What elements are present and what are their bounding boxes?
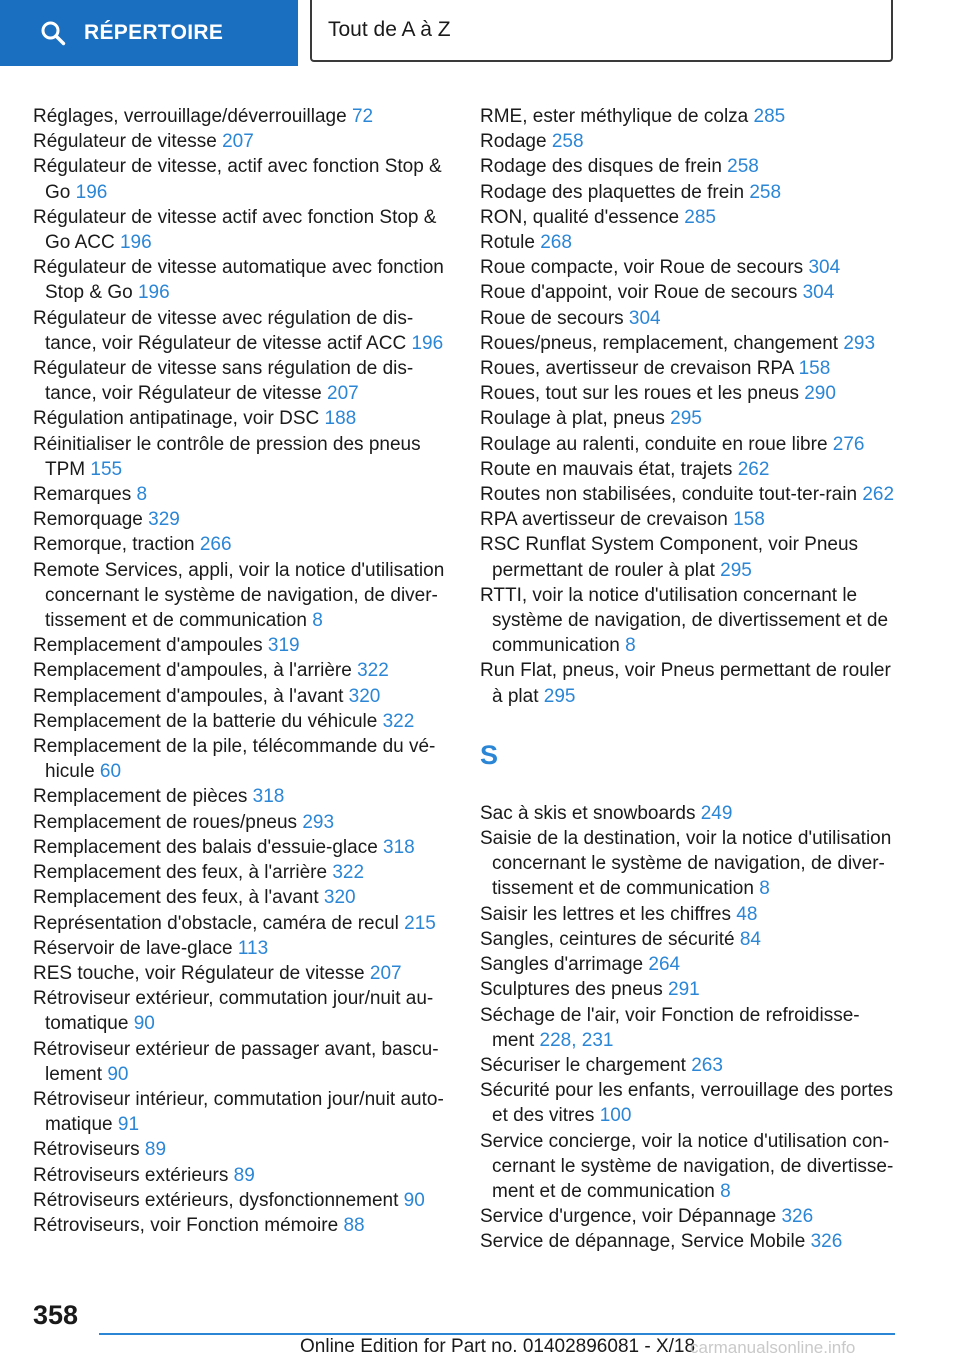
entry-text: Remplacement d'ampoules, à l'arrière xyxy=(33,660,358,682)
entry-text: Service de dépannage, Service Mobile xyxy=(480,1231,811,1253)
entry-text: Roue de secours xyxy=(480,307,629,329)
entry-text: Sécuriser le chargement xyxy=(480,1054,692,1076)
entry-text: Sangles, ceintures de sécurité xyxy=(480,928,740,950)
page-reference-link[interactable]: 318 xyxy=(383,836,415,858)
entry-text: Rétroviseurs xyxy=(33,1139,145,1161)
page-reference-link[interactable]: 90 xyxy=(403,1189,425,1211)
top-navigation xyxy=(0,0,960,66)
index-entry xyxy=(480,381,900,406)
page-reference-link[interactable]: 8 xyxy=(625,635,636,657)
index-entry xyxy=(480,1129,900,1205)
entry-text: Rétroviseurs extérieurs, dysfonctionnement xyxy=(33,1189,404,1211)
page-reference-link[interactable]: 293 xyxy=(843,332,876,354)
entry-text: Régulateur de vitesse automatique avec fonction Stop & Go xyxy=(33,257,444,304)
index-entry xyxy=(33,1137,453,1162)
page-reference-link[interactable]: 158 xyxy=(798,358,831,380)
index-entry xyxy=(480,331,900,356)
entry-text: RPA avertisseur de crevaison xyxy=(480,509,734,531)
index-entry xyxy=(33,1188,453,1213)
index-entry xyxy=(33,406,453,431)
page-reference-link[interactable]: 320 xyxy=(323,887,356,909)
entry-text: Réglages, verrouillage/déverrouillage xyxy=(33,106,352,127)
index-entry xyxy=(33,835,453,860)
page-reference-link[interactable]: 285 xyxy=(684,206,716,228)
page-reference-link[interactable]: 155 xyxy=(90,458,123,480)
entry-text: Régulateur de vitesse xyxy=(33,131,223,153)
page-reference-link[interactable]: 290 xyxy=(804,383,836,405)
watermark-text: carmanualsonline.info xyxy=(690,1338,856,1357)
index-entry xyxy=(33,1037,453,1087)
index-entry xyxy=(480,1078,900,1128)
entry-text: Régulateur de vitesse avec régulation de dis-tance, voir Régulateur de vitesse actif ACC xyxy=(33,307,414,354)
entry-text: RME, ester méthylique de colza xyxy=(480,106,754,127)
index-entry xyxy=(33,507,453,532)
entry-text: Service d'urgence, voir Dépannage xyxy=(480,1206,782,1228)
index-entry xyxy=(480,154,900,179)
page-reference-link[interactable]: 89 xyxy=(144,1139,167,1161)
page-reference-link[interactable]: 322 xyxy=(357,660,389,682)
entry-text: Roue compacte, voir Roue de secours xyxy=(480,257,809,279)
entry-text: Rétroviseur extérieur, commutation jour/nuit au-tomatique xyxy=(33,988,434,1035)
entry-text: Régulateur de vitesse sans régulation de dis-tance, voir Régulateur de vitesse xyxy=(33,358,414,405)
edition-text: Online Edition for Part no. 01402896081 - X/18 xyxy=(300,1336,696,1357)
index-entry xyxy=(480,902,900,927)
index-entry xyxy=(33,205,453,255)
index-section-s xyxy=(480,801,900,1255)
index-entry xyxy=(480,255,900,280)
page-reference-link[interactable]: 285 xyxy=(753,106,786,127)
page-reference-link[interactable]: 304 xyxy=(808,257,841,279)
page-reference-link[interactable]: 304 xyxy=(802,282,835,304)
index-entry xyxy=(33,558,453,634)
index-entry xyxy=(480,952,900,977)
entry-text: Rétroviseur extérieur de passager avant, bascu-lement xyxy=(33,1038,439,1085)
page-reference-link[interactable]: 188 xyxy=(324,408,357,430)
page-reference-link[interactable]: 293 xyxy=(302,811,335,833)
entry-text: Roulage au ralenti, conduite en roue libre xyxy=(480,433,833,455)
entry-text: Remplacement de pièces xyxy=(33,786,253,808)
entry-text: Roues, avertisseur de crevaison RPA xyxy=(480,358,799,380)
entry-text: Saisie de la destination, voir la notice d'utilisation concernant le système de navigation, de diver-tissement et de communication xyxy=(480,828,892,900)
entry-text: Régulation antipatinage, voir DSC xyxy=(33,408,325,430)
entry-text: RES touche, voir Régulateur de vitesse xyxy=(33,962,370,984)
entry-text: Remplacement des feux, à l'avant xyxy=(33,887,324,909)
index-entry xyxy=(33,532,453,557)
entry-text: Réservoir de lave-glace xyxy=(33,937,238,959)
a-to-z-label: Tout de A à Z xyxy=(328,18,451,41)
index-entry xyxy=(480,230,900,255)
entry-text: Sculptures des pneus xyxy=(480,979,669,1001)
index-entry xyxy=(480,801,900,826)
entry-text: Rotule xyxy=(480,232,541,254)
entry-text: RTTI, voir la notice d'utilisation concernant le système de navigation, de divertissement et de communication xyxy=(480,584,889,657)
index-entry xyxy=(33,885,453,910)
page-reference-link[interactable]: 249 xyxy=(700,802,733,824)
page-reference-link[interactable]: 8 xyxy=(136,484,148,506)
entry-text: Réinitialiser le contrôle de pression des pneus TPM xyxy=(33,433,421,480)
entry-text: Remplacement des balais d'essuie-glace xyxy=(33,836,384,858)
index-entry xyxy=(33,154,453,204)
page-reference-link[interactable]: 329 xyxy=(148,509,180,531)
entry-text: Représentation d'obstacle, caméra de recul xyxy=(33,912,405,934)
index-column-left xyxy=(33,104,453,1238)
index-entry xyxy=(480,583,900,659)
entry-text: RON, qualité d'essence xyxy=(480,206,685,228)
page-reference-link[interactable]: 196 xyxy=(411,332,444,354)
entry-text: Régulateur de vitesse actif avec fonction Stop & Go ACC xyxy=(33,206,437,254)
index-entry xyxy=(33,961,453,986)
page-reference-link[interactable]: 88 xyxy=(343,1214,365,1236)
entry-text: Régulateur de vitesse, actif avec fonction Stop & Go xyxy=(33,156,442,203)
entry-text: Rétroviseur intérieur, commutation jour/nuit auto-matique xyxy=(33,1088,444,1136)
index-section-r xyxy=(480,104,900,709)
page-reference-link[interactable]: 263 xyxy=(691,1054,723,1076)
index-entry xyxy=(33,936,453,961)
page-reference-link[interactable]: 90 xyxy=(133,1013,155,1035)
repertoire-label: RÉPERTOIRE xyxy=(84,21,224,44)
a-to-z-tab[interactable] xyxy=(310,0,893,62)
page-reference-link[interactable]: 196 xyxy=(119,232,152,254)
page-reference-link[interactable]: 326 xyxy=(810,1231,843,1253)
entry-text: Remplacement de la batterie du véhicule xyxy=(33,710,383,732)
entry-text: Rétroviseurs, voir Fonction mémoire xyxy=(33,1214,344,1236)
index-entry xyxy=(33,1163,453,1188)
index-entry xyxy=(480,482,900,507)
repertoire-button[interactable] xyxy=(0,0,298,66)
page-reference-link[interactable]: 91 xyxy=(117,1114,140,1136)
page-reference-link[interactable]: 60 xyxy=(99,761,122,783)
index-entry xyxy=(33,986,453,1036)
entry-text: Remplacement d'ampoules xyxy=(33,635,268,657)
entry-text: Sécurité pour les enfants, verrouillage des portes et des vitres xyxy=(480,1080,893,1127)
index-entry xyxy=(480,658,900,708)
index-entry xyxy=(33,306,453,356)
index-entry xyxy=(33,1213,453,1238)
index-entry xyxy=(480,507,900,532)
entry-text: Remplacement de roues/pneus xyxy=(33,811,303,833)
index-entry xyxy=(480,826,900,902)
page-reference-link[interactable]: 113 xyxy=(237,937,269,959)
entry-text: RSC Runflat System Component, voir Pneus permettant de rouler à plat xyxy=(480,534,859,581)
index-entry xyxy=(480,1204,900,1229)
page-reference-link[interactable]: 276 xyxy=(832,433,865,455)
entry-text: Roues/pneus, remplacement, changement xyxy=(480,332,844,354)
page-reference-link[interactable]: 158 xyxy=(733,509,765,531)
index-column-right xyxy=(480,104,900,1255)
entry-text: Sangles d'arrimage xyxy=(480,954,649,976)
entry-text: Route en mauvais état, trajets xyxy=(480,458,738,480)
entry-text: Rétroviseurs extérieurs xyxy=(33,1164,234,1186)
page-reference-link[interactable]: 266 xyxy=(199,534,232,556)
index-entry xyxy=(33,129,453,154)
page-reference-link[interactable]: 264 xyxy=(648,954,681,976)
page-reference-link[interactable]: 295 xyxy=(670,408,702,430)
page-reference-link[interactable]: 8 xyxy=(720,1180,731,1202)
index-entry xyxy=(33,432,453,482)
entry-text: Sac à skis et snowboards xyxy=(480,802,701,824)
index-entry xyxy=(33,810,453,835)
index-entry xyxy=(480,1053,900,1078)
page-reference-link[interactable]: 207 xyxy=(369,962,402,984)
page-reference-link[interactable]: 207 xyxy=(327,383,359,405)
index-entry xyxy=(33,1087,453,1137)
entry-text: Saisir les lettres et les chiffres xyxy=(480,903,737,925)
index-entry xyxy=(480,1003,900,1053)
page-reference-link[interactable]: 100 xyxy=(599,1105,632,1127)
index-entry xyxy=(33,911,453,936)
page-reference-link[interactable]: 318 xyxy=(252,786,285,808)
page-reference-link[interactable]: 320 xyxy=(348,685,381,707)
index-entry xyxy=(33,356,453,406)
index-entry xyxy=(33,734,453,784)
index-entry xyxy=(480,432,900,457)
index-entry xyxy=(33,255,453,305)
entry-text: Remarques xyxy=(33,484,137,506)
page-reference-link[interactable]: 304 xyxy=(628,307,661,329)
index-entry xyxy=(480,129,900,154)
index-entry xyxy=(33,709,453,734)
entry-text: Remote Services, appli, voir la notice d'utilisation concernant le système de navigation, de diver-tissement et de communication xyxy=(33,559,445,632)
page-reference-link[interactable]: 295 xyxy=(543,685,576,707)
page-reference-link[interactable]: 8 xyxy=(759,878,770,900)
search-icon xyxy=(40,20,66,46)
page-reference-link[interactable]: 262 xyxy=(737,458,770,480)
entry-text: Roue d'appoint, voir Roue de secours xyxy=(480,282,803,304)
entry-text: Routes non stabilisées, conduite tout-ter-rain xyxy=(480,484,863,506)
index-entry xyxy=(480,406,900,431)
page-reference-link[interactable]: 322 xyxy=(332,862,365,884)
entry-text: Run Flat, pneus, voir Pneus permettant de rouler à plat xyxy=(480,660,891,707)
entry-text: Rodage des plaquettes de frein xyxy=(480,181,750,203)
entry-text: Séchage de l'air, voir Fonction de refroidisse-ment xyxy=(480,1004,860,1051)
entry-text: Remplacement d'ampoules, à l'avant xyxy=(33,685,349,707)
entry-text: Remorquage xyxy=(33,509,149,531)
page-reference-link[interactable]: 291 xyxy=(668,979,700,1001)
index-entry xyxy=(480,280,900,305)
page-reference-link[interactable]: 196 xyxy=(75,181,108,203)
index-entry xyxy=(480,104,900,129)
entry-text: Rodage xyxy=(480,131,552,153)
entry-text: Rodage des disques de frein xyxy=(480,156,728,178)
index-entry xyxy=(480,457,900,482)
page-reference-link[interactable]: 326 xyxy=(781,1206,814,1228)
page-number: 358 xyxy=(33,1300,79,1330)
page-reference-link[interactable]: 268 xyxy=(540,232,572,254)
page-reference-link[interactable]: 8 xyxy=(312,610,323,632)
index-entry xyxy=(33,482,453,507)
page-reference-link[interactable]: 90 xyxy=(107,1063,129,1085)
page-reference-link[interactable]: 84 xyxy=(739,928,761,950)
index-entry xyxy=(33,784,453,809)
page-reference-link[interactable]: 295 xyxy=(720,559,752,581)
index-entry xyxy=(33,658,453,683)
page-reference-link[interactable]: 319 xyxy=(267,635,300,657)
page-reference-link[interactable]: 262 xyxy=(862,484,895,506)
page-reference-link[interactable]: 215 xyxy=(404,912,436,934)
index-entry xyxy=(480,977,900,1002)
entry-text: Remplacement des feux, à l'arrière xyxy=(33,862,333,884)
entry-text: Service concierge, voir la notice d'utilisation con-cernant le système de navigation, de divertisse-ment et de communication xyxy=(480,1130,894,1202)
page-reference-link[interactable]: 258 xyxy=(749,181,782,203)
page-reference-link[interactable]: 207 xyxy=(222,131,254,153)
index-entry xyxy=(33,104,453,129)
index-entry xyxy=(33,684,453,709)
index-entry xyxy=(480,180,900,205)
page-reference-link[interactable]: 258 xyxy=(551,131,584,153)
page-reference-link[interactable]: 258 xyxy=(727,156,759,178)
index-entry xyxy=(480,927,900,952)
page-reference-link[interactable]: 228, 231 xyxy=(539,1029,614,1051)
index-entry xyxy=(33,860,453,885)
page-reference-link[interactable]: 322 xyxy=(382,710,415,732)
page-reference-link[interactable]: 196 xyxy=(137,282,170,304)
entry-text: Remplacement de la pile, télécommande du vé-hicule xyxy=(33,736,436,783)
index-entry xyxy=(33,633,453,658)
section-letter-s: S xyxy=(480,739,499,770)
index-entry xyxy=(480,356,900,381)
page-reference-link[interactable]: 89 xyxy=(233,1164,255,1186)
entry-text: Remorque, traction xyxy=(33,534,200,556)
index-entry xyxy=(480,306,900,331)
entry-text: Roues, tout sur les roues et les pneus xyxy=(480,383,805,405)
page-reference-link[interactable]: 48 xyxy=(736,903,758,925)
footer-divider xyxy=(99,1333,895,1335)
index-entry xyxy=(480,532,900,582)
index-entry xyxy=(480,205,900,230)
entry-text: Roulage à plat, pneus xyxy=(480,408,671,430)
index-entry xyxy=(480,1229,900,1254)
page-reference-link[interactable]: 72 xyxy=(351,106,374,127)
